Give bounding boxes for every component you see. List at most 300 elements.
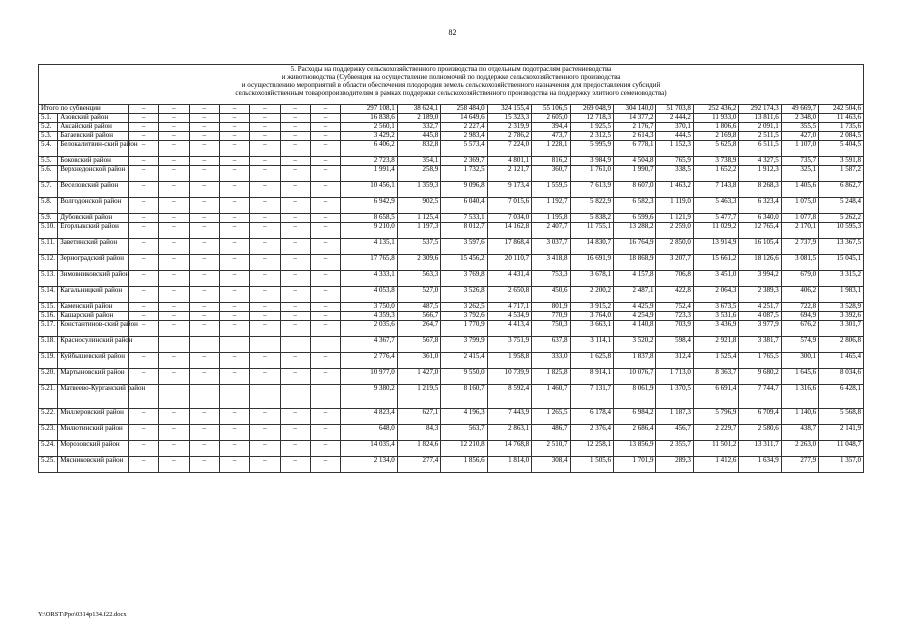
value-cell: 17 868,4: [487, 239, 531, 255]
value-cell: 297 108,1: [341, 105, 398, 114]
value-cell: 1 525,4: [693, 353, 738, 369]
value-cell: 9 210,0: [341, 223, 398, 239]
value-cell: 258,9: [397, 166, 440, 182]
value-cell: 487,5: [397, 303, 440, 312]
value-cell: 2 776,4: [341, 353, 398, 369]
dash-cell: –: [159, 457, 189, 473]
value-cell: 750,3: [532, 321, 570, 337]
value-cell: 2 035,6: [341, 321, 398, 337]
caption-line: и осуществлению мероприятий в области обеспечения плодородия земель сельскохозяйственного назначения для предоставления субсидий: [241, 81, 661, 89]
value-cell: 3 520,2: [614, 337, 656, 353]
value-cell: 6 340,0: [739, 214, 781, 223]
value-cell: 2 369,7: [441, 157, 487, 166]
value-cell: 1 958,8: [487, 353, 531, 369]
value-cell: 3 081,5: [781, 255, 818, 271]
value-cell: 14 649,6: [441, 114, 487, 123]
dash-cell: –: [219, 166, 249, 182]
value-cell: 8 160,7: [441, 385, 487, 409]
dash-cell: –: [310, 321, 340, 337]
dash-cell: –: [250, 214, 280, 223]
value-cell: 8 012,7: [441, 223, 487, 239]
value-cell: 1 265,5: [532, 409, 570, 425]
value-cell: 1 652,2: [693, 166, 738, 182]
value-cell: 3 915,2: [570, 303, 613, 312]
dash-cell: –: [159, 198, 189, 214]
value-cell: 3 315,2: [819, 271, 864, 287]
value-cell: 694,9: [781, 312, 818, 321]
dash-cell: –: [159, 166, 189, 182]
value-cell: 6 778,1: [614, 141, 656, 157]
dash-cell: –: [159, 441, 189, 457]
table-row: [39, 312, 864, 321]
row-number: 5.17.: [39, 321, 58, 337]
dash-cell: –: [159, 157, 189, 166]
value-cell: 2 723,8: [341, 157, 398, 166]
value-cell: 1 814,0: [487, 457, 531, 473]
value-cell: 10 456,1: [341, 182, 398, 198]
dash-cell: –: [250, 198, 280, 214]
value-cell: 3 769,8: [441, 271, 487, 287]
dash-cell: –: [219, 123, 249, 132]
value-cell: 1 107,0: [781, 141, 818, 157]
row-number: 5.5.: [39, 157, 58, 166]
value-cell: 1 806,6: [693, 123, 738, 132]
value-cell: 445,8: [397, 132, 440, 141]
value-cell: 832,8: [397, 141, 440, 157]
value-cell: 4 140,8: [614, 321, 656, 337]
value-cell: 5 262,2: [819, 214, 864, 223]
value-cell: 4 157,8: [614, 271, 656, 287]
row-number: 5.16.: [39, 312, 58, 321]
value-cell: 277,9: [781, 457, 818, 473]
dash-cell: –: [250, 105, 280, 114]
dash-cell: –: [219, 321, 249, 337]
dash-cell: –: [310, 214, 340, 223]
value-cell: 2 084,5: [819, 132, 864, 141]
value-cell: 6 862,7: [819, 182, 864, 198]
value-cell: 17 765,8: [341, 255, 398, 271]
dash-cell: –: [219, 353, 249, 369]
value-cell: 2 134,0: [341, 457, 398, 473]
value-cell: 2 511,5: [739, 132, 781, 141]
value-cell: 13 914,9: [693, 239, 738, 255]
district-name: Веселовский район: [58, 182, 129, 198]
caption-line: и животноводства (Субвенция на осуществление полномочий по поддержке сельскохозяйственного производства: [281, 73, 621, 81]
dash-cell: –: [128, 457, 158, 473]
dash-cell: –: [159, 105, 189, 114]
value-cell: 1 192,7: [532, 198, 570, 214]
dash-cell: [280, 385, 310, 409]
value-cell: 51 703,8: [656, 105, 693, 114]
value-cell: 360,7: [532, 166, 570, 182]
value-cell: 563,7: [441, 425, 487, 441]
value-cell: 2 169,8: [693, 132, 738, 141]
value-cell: 1 077,8: [781, 214, 818, 223]
value-cell: 1 761,0: [570, 166, 613, 182]
value-cell: 1 634,9: [739, 457, 781, 473]
value-cell: 1 625,8: [570, 353, 613, 369]
dash-cell: [128, 337, 158, 353]
value-cell: 422,8: [656, 287, 693, 303]
dash-cell: –: [310, 157, 340, 166]
dash-cell: –: [159, 303, 189, 312]
dash-cell: –: [310, 166, 340, 182]
dash-cell: –: [159, 182, 189, 198]
dash-cell: –: [280, 105, 310, 114]
value-cell: 11 029,2: [693, 223, 738, 239]
value-cell: 723,3: [656, 312, 693, 321]
value-cell: 12 718,3: [570, 114, 613, 123]
value-cell: 2 348,0: [781, 114, 818, 123]
value-cell: 1 357,0: [819, 457, 864, 473]
value-cell: 13 367,5: [819, 239, 864, 255]
dash-cell: –: [280, 141, 310, 157]
value-cell: 6 511,5: [739, 141, 781, 157]
value-cell: 3 764,0: [570, 312, 613, 321]
value-cell: 3 738,9: [693, 157, 738, 166]
value-cell: 3 597,6: [441, 239, 487, 255]
dash-cell: –: [189, 123, 219, 132]
value-cell: 4 823,4: [341, 409, 398, 425]
value-cell: 527,0: [397, 287, 440, 303]
district-name: Куйбышевский район: [58, 353, 129, 369]
value-cell: 1 713,0: [656, 369, 693, 385]
value-cell: 6 040,4: [441, 198, 487, 214]
dash-cell: –: [219, 223, 249, 239]
value-cell: 765,9: [656, 157, 693, 166]
dash-cell: –: [250, 303, 280, 312]
value-cell: 1 925,5: [570, 123, 613, 132]
value-cell: 1 559,5: [532, 182, 570, 198]
value-cell: 3 678,1: [570, 271, 613, 287]
value-cell: 1 121,9: [656, 214, 693, 223]
value-cell: 1 825,8: [532, 369, 570, 385]
value-cell: 16 691,9: [570, 255, 613, 271]
value-cell: 1 219,5: [397, 385, 440, 409]
dash-cell: –: [280, 457, 310, 473]
dash-cell: [250, 385, 280, 409]
value-cell: 6 428,1: [819, 385, 864, 409]
district-name: Белокалитвин-ский район: [58, 141, 129, 157]
value-cell: 7 744,7: [739, 385, 781, 409]
value-cell: 1 465,4: [819, 353, 864, 369]
dash-cell: –: [128, 312, 158, 321]
dash-cell: –: [280, 157, 310, 166]
value-cell: 6 582,3: [614, 198, 656, 214]
value-cell: 3 392,6: [819, 312, 864, 321]
value-cell: 1 195,8: [532, 214, 570, 223]
dash-cell: –: [250, 457, 280, 473]
dash-cell: –: [159, 114, 189, 123]
value-cell: 3 750,0: [341, 303, 398, 312]
dash-cell: –: [159, 141, 189, 157]
district-name: Зерноградский район: [58, 255, 129, 271]
value-cell: 14 377,2: [614, 114, 656, 123]
value-cell: 4 254,9: [614, 312, 656, 321]
value-cell: 1 701,9: [614, 457, 656, 473]
dash-cell: –: [189, 239, 219, 255]
row-number: 5.1.: [39, 114, 58, 123]
value-cell: 2 407,7: [532, 223, 570, 239]
value-cell: 3 262,5: [441, 303, 487, 312]
value-cell: 333,0: [532, 353, 570, 369]
dash-cell: –: [310, 441, 340, 457]
value-cell: 15 456,2: [441, 255, 487, 271]
value-cell: 3 673,5: [693, 303, 738, 312]
value-cell: 574,9: [781, 337, 818, 353]
row-number: 5.10.: [39, 223, 58, 239]
value-cell: 770,9: [532, 312, 570, 321]
value-cell: 3 799,9: [441, 337, 487, 353]
dash-cell: [189, 385, 219, 409]
dash-cell: –: [219, 409, 249, 425]
value-cell: 6 709,4: [739, 409, 781, 425]
dash-cell: –: [310, 312, 340, 321]
row-number: 5.20.: [39, 369, 58, 385]
district-name: Дубовский район: [58, 214, 129, 223]
value-cell: 648,0: [341, 425, 398, 441]
dash-cell: –: [189, 255, 219, 271]
value-cell: 5 822,9: [570, 198, 613, 214]
value-cell: 1 359,3: [397, 182, 440, 198]
value-cell: 706,8: [656, 271, 693, 287]
dash-cell: –: [219, 255, 249, 271]
row-number: 5.19.: [39, 353, 58, 369]
dash-cell: –: [189, 223, 219, 239]
value-cell: 486,7: [532, 425, 570, 441]
value-cell: 5 995,9: [570, 141, 613, 157]
table-row: [39, 255, 864, 271]
value-cell: 1 765,5: [739, 353, 781, 369]
value-cell: 16 764,9: [614, 239, 656, 255]
table-row: [39, 114, 864, 123]
table-row: [39, 457, 864, 473]
value-cell: 8 658,5: [341, 214, 398, 223]
value-cell: 7 131,7: [570, 385, 613, 409]
value-cell: 1 735,6: [819, 123, 864, 132]
dash-cell: –: [189, 441, 219, 457]
dash-cell: –: [280, 441, 310, 457]
value-cell: 20 110,7: [487, 255, 531, 271]
value-cell: 10 977,0: [341, 369, 398, 385]
dash-cell: –: [250, 239, 280, 255]
value-cell: 11 755,1: [570, 223, 613, 239]
dash-cell: –: [189, 132, 219, 141]
dash-cell: [310, 337, 340, 353]
value-cell: 354,1: [397, 157, 440, 166]
dash-cell: –: [280, 166, 310, 182]
value-cell: 2 170,1: [781, 223, 818, 239]
dash-cell: –: [250, 321, 280, 337]
value-cell: 2 227,4: [441, 123, 487, 132]
value-cell: 2 121,7: [487, 166, 531, 182]
dash-cell: [310, 385, 340, 409]
value-cell: 13 856,9: [614, 441, 656, 457]
dash-cell: –: [128, 223, 158, 239]
dash-cell: –: [128, 287, 158, 303]
dash-cell: –: [189, 353, 219, 369]
value-cell: 735,7: [781, 157, 818, 166]
dash-cell: –: [310, 132, 340, 141]
value-cell: 627,1: [397, 409, 440, 425]
value-cell: 1 991,4: [341, 166, 398, 182]
dash-cell: –: [219, 312, 249, 321]
value-cell: 12 258,1: [570, 441, 613, 457]
value-cell: 1 505,6: [570, 457, 613, 473]
dash-cell: –: [189, 198, 219, 214]
dash-cell: –: [280, 214, 310, 223]
dash-cell: –: [128, 239, 158, 255]
value-cell: 1 587,2: [819, 166, 864, 182]
value-cell: 4 135,1: [341, 239, 398, 255]
value-cell: 394,4: [532, 123, 570, 132]
value-cell: 4 327,5: [739, 157, 781, 166]
row-number: 5.15.: [39, 303, 58, 312]
value-cell: 10 739,9: [487, 369, 531, 385]
value-cell: 18 126,6: [739, 255, 781, 271]
dash-cell: –: [310, 369, 340, 385]
value-cell: 2 983,4: [441, 132, 487, 141]
value-cell: 2 355,7: [656, 441, 693, 457]
dash-cell: –: [128, 157, 158, 166]
value-cell: 277,4: [397, 457, 440, 473]
value-cell: 11 463,6: [819, 114, 864, 123]
value-cell: 304 140,0: [614, 105, 656, 114]
dash-cell: –: [159, 239, 189, 255]
value-cell: 13 811,6: [739, 114, 781, 123]
value-cell: 2 510,7: [532, 441, 570, 457]
value-cell: 566,7: [397, 312, 440, 321]
dash-cell: –: [310, 425, 340, 441]
dash-cell: –: [159, 353, 189, 369]
caption-line: сельскохозяйственным товаропроизводителям в рамках поддержки сельскохозяйственного производства на поддержку элитного семеноводства): [235, 89, 667, 97]
dash-cell: –: [219, 132, 249, 141]
district-name: Мартыновский район: [58, 369, 129, 385]
value-cell: 1 856,6: [441, 457, 487, 473]
dash-cell: –: [128, 353, 158, 369]
row-number: 5.13.: [39, 271, 58, 287]
value-cell: 38 624,1: [397, 105, 440, 114]
row-number: 5.14.: [39, 287, 58, 303]
dash-cell: –: [310, 457, 340, 473]
value-cell: 3 381,7: [739, 337, 781, 353]
value-cell: 252 436,2: [693, 105, 738, 114]
dash-cell: –: [189, 409, 219, 425]
table-row: [39, 303, 864, 312]
row-number: 5.25.: [39, 457, 58, 473]
value-cell: 1 427,0: [397, 369, 440, 385]
value-cell: 11 048,7: [819, 441, 864, 457]
dash-cell: –: [128, 303, 158, 312]
dash-cell: –: [219, 287, 249, 303]
dash-cell: –: [250, 353, 280, 369]
district-name: Боковский район: [58, 157, 129, 166]
value-cell: 6 406,2: [341, 141, 398, 157]
row-number: 5.7.: [39, 182, 58, 198]
value-cell: 1 316,6: [781, 385, 818, 409]
value-cell: 15 661,2: [693, 255, 738, 271]
dash-cell: –: [280, 255, 310, 271]
value-cell: 816,2: [532, 157, 570, 166]
value-cell: 3 528,9: [819, 303, 864, 312]
dash-cell: –: [310, 182, 340, 198]
dash-cell: –: [189, 303, 219, 312]
value-cell: 8 363,7: [693, 369, 738, 385]
dash-cell: –: [250, 223, 280, 239]
value-cell: 427,0: [781, 132, 818, 141]
district-name: Кагальницкий район: [58, 287, 129, 303]
value-cell: 11 501,2: [693, 441, 738, 457]
dash-cell: –: [310, 255, 340, 271]
district-name: Аксайский район: [58, 123, 129, 132]
district-name: Егорлыкский район: [58, 223, 129, 239]
dash-cell: –: [189, 182, 219, 198]
value-cell: 332,7: [397, 123, 440, 132]
value-cell: 2 176,7: [614, 123, 656, 132]
value-cell: 14 035,4: [341, 441, 398, 457]
value-cell: 7 015,6: [487, 198, 531, 214]
dash-cell: –: [159, 214, 189, 223]
value-cell: 9 680,2: [739, 369, 781, 385]
table-row: [39, 271, 864, 287]
value-cell: 4 196,3: [441, 409, 487, 425]
dash-cell: –: [310, 198, 340, 214]
value-cell: 13 288,2: [614, 223, 656, 239]
value-cell: 10 595,3: [819, 223, 864, 239]
table-row: [39, 157, 864, 166]
dash-cell: –: [159, 255, 189, 271]
dash-cell: –: [128, 214, 158, 223]
value-cell: 1 075,0: [781, 198, 818, 214]
row-number: 5.21.: [39, 385, 58, 409]
value-cell: 11 933,0: [693, 114, 738, 123]
value-cell: 3 037,7: [532, 239, 570, 255]
value-cell: 4 534,9: [487, 312, 531, 321]
district-name: Миллеровский район: [58, 409, 129, 425]
dash-cell: –: [159, 223, 189, 239]
value-cell: 5 404,5: [819, 141, 864, 157]
table-row: [39, 182, 864, 198]
value-cell: 2 580,6: [739, 425, 781, 441]
value-cell: 3 751,9: [487, 337, 531, 353]
value-cell: 8 607,0: [614, 182, 656, 198]
value-cell: 1 370,5: [656, 385, 693, 409]
value-cell: 4 367,7: [341, 337, 398, 353]
value-cell: 598,4: [656, 337, 693, 353]
value-cell: 456,7: [656, 425, 693, 441]
dash-cell: –: [159, 369, 189, 385]
footer-file-path: Y:\ORST\Ppo\0314p134.f22.docx: [38, 611, 127, 618]
dash-cell: –: [280, 321, 310, 337]
value-cell: 1 645,6: [781, 369, 818, 385]
dash-cell: –: [280, 312, 310, 321]
value-cell: 12 765,4: [739, 223, 781, 239]
value-cell: 4 504,8: [614, 157, 656, 166]
value-cell: 5 796,9: [693, 409, 738, 425]
value-cell: 2 189,0: [397, 114, 440, 123]
table-row: [39, 353, 864, 369]
dash-cell: –: [159, 132, 189, 141]
table-row: [39, 409, 864, 425]
dash-cell: –: [159, 321, 189, 337]
value-cell: 6 942,9: [341, 198, 398, 214]
value-cell: 3 526,8: [441, 287, 487, 303]
value-cell: 1 824,6: [397, 441, 440, 457]
value-cell: 1 405,6: [781, 182, 818, 198]
value-cell: 676,2: [781, 321, 818, 337]
dash-cell: [189, 337, 219, 353]
value-cell: 2 259,0: [656, 223, 693, 239]
